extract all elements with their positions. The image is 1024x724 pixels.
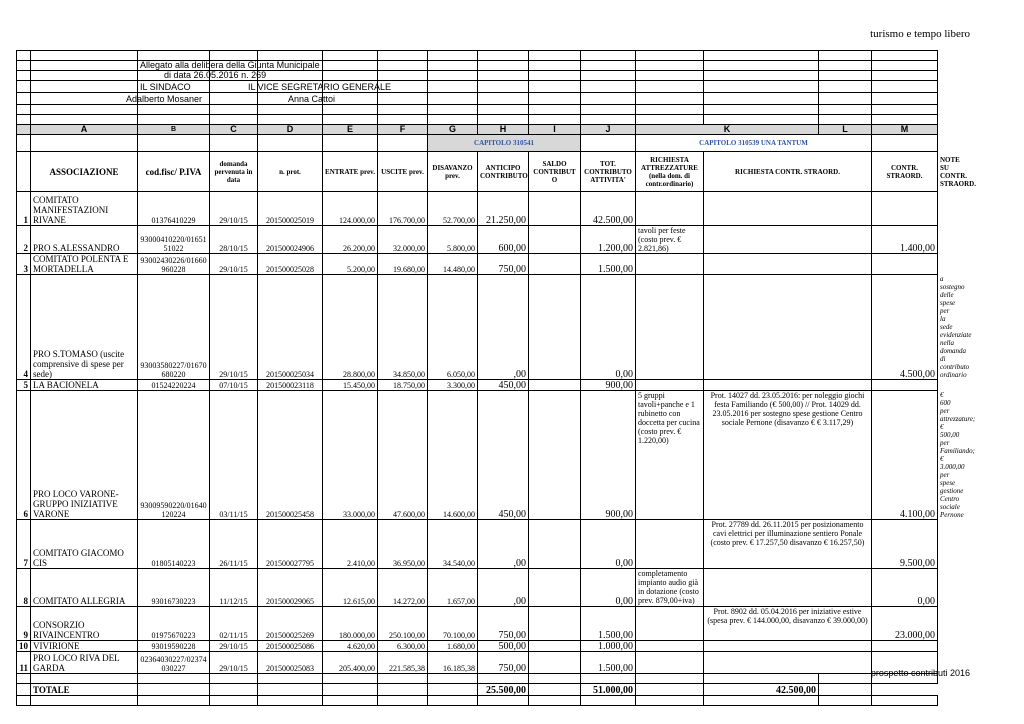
totals-row <box>17 684 938 696</box>
segretario-name: Anna Cattoi <box>288 94 336 104</box>
cell-tot: 1.000,00 <box>581 641 636 652</box>
cell-uscite: 6.300,00 <box>378 641 428 652</box>
col-letter: F <box>378 125 428 135</box>
cell-anticipo: 750,00 <box>478 652 529 674</box>
cell-straord <box>704 192 872 226</box>
table-row <box>17 520 938 569</box>
table-row <box>17 226 938 254</box>
cell-prot: 201500027795 <box>258 520 323 569</box>
cell-data: 11/12/15 <box>210 569 258 607</box>
cell-contr <box>872 254 938 275</box>
cell-tot: 1.200,00 <box>581 226 636 254</box>
cell-contr <box>872 380 938 391</box>
cell-attr <box>636 192 704 226</box>
cell-straord <box>704 380 872 391</box>
col-letter: H <box>478 125 529 135</box>
segretario-label: IL VICE SEGRETARIO GENERALE <box>248 82 392 92</box>
cell-n: 9 <box>17 607 31 641</box>
col-letter: E <box>323 125 378 135</box>
cell-contr: 4.500,00 <box>872 275 938 380</box>
cell-assoc: PRO LOCO VARONE-GRUPPO INIZIATIVE VARONE <box>31 391 138 520</box>
cell-entrate: 2.410,00 <box>323 520 378 569</box>
sindaco-label: IL SINDACO <box>140 82 191 92</box>
table-row <box>17 192 938 226</box>
cell-cf: 93009590220/01640 120224 <box>138 391 210 520</box>
total-tot: 51.000,00 <box>581 684 636 696</box>
cell-assoc: LA BACIONELA <box>31 380 138 391</box>
cell-disavanzo: 14.600,00 <box>428 391 478 520</box>
cell-uscite: 250.100,00 <box>378 607 428 641</box>
cell-assoc: COMITATO MANIFESTAZIONI RIVANE <box>31 192 138 226</box>
cell-anticipo: 500,00 <box>478 641 529 652</box>
cell-prot: 201500023118 <box>258 380 323 391</box>
cell-straord <box>704 641 872 652</box>
col-letter: L <box>819 125 872 135</box>
cell-anticipo: ,00 <box>478 569 529 607</box>
cell-saldo <box>529 380 581 391</box>
cell-anticipo: 750,00 <box>478 607 529 641</box>
table-row <box>17 652 938 674</box>
cell-contr: 1.400,00 <box>872 226 938 254</box>
capitolo-310541: CAPITOLO 310541 <box>428 135 581 152</box>
header-uscite: USCITE prev. <box>378 152 428 192</box>
cell-uscite: 34.850,00 <box>378 275 428 380</box>
cell-entrate: 5.200,00 <box>323 254 378 275</box>
table-row <box>17 254 938 275</box>
cell-disavanzo: 16.185,38 <box>428 652 478 674</box>
cell-cf: 93016730223 <box>138 569 210 607</box>
cell-straord <box>704 569 872 607</box>
cell-saldo <box>529 192 581 226</box>
col-letter: B <box>138 125 210 135</box>
cell-assoc: PRO LOCO RIVA DEL GARDA <box>31 652 138 674</box>
cell-entrate: 205.400,00 <box>323 652 378 674</box>
cell-straord: Prot. 27789 dd. 26.11.2015 per posizionamento cavi elettrici per illuminazione sentiero Ponale (costo prev. € 17.257,50 disavanzo € 16.257,50) <box>704 520 872 569</box>
header-entrate: ENTRATE prev. <box>323 152 378 192</box>
cell-prot: 201500025028 <box>258 254 323 275</box>
cell-tot: 1.500,00 <box>581 652 636 674</box>
table-row: 6 PRO LOCO VARONE-GRUPPO INIZIATIVE VARONE 93009590220/01640 120224 03/11/15 201500025458 33.000,00 47.600,00 14.600,00 450,00 900,00 5 gruppi tavoli+panche e 1 rubinetto con doccetta per cucina (costo prev. € 1.220,00) Prot. 14027 dd. 23.05.2016: per noleggio giochi festa Familiando (€ 500,00) // Prot. 14029 dd. 23.05.2016 per sostegno spese gestione Centro sociale Pernone (disavanzo € € 3.117,29) 4.100,00 € 600 per attrezzature; € 500,00 per Familiando; € 3.000,00 per spese gestione Centro sociale Pernone <box>17 391 938 520</box>
cell-anticipo: 450,00 <box>478 391 529 520</box>
table-row <box>17 569 938 607</box>
cell-cf: 93002430226/01660 960228 <box>138 254 210 275</box>
cell-data: 29/10/15 <box>210 641 258 652</box>
cell-anticipo: ,00 <box>478 275 529 380</box>
col-letter: K <box>636 125 819 135</box>
cell-prot: 201500025034 <box>258 275 323 380</box>
cell-entrate: 33.000,00 <box>323 391 378 520</box>
cell-uscite: 221.585,38 <box>378 652 428 674</box>
cell-attr: completamento impianto audio già in dotazione (costo prev. 879,00+iva) <box>636 569 704 607</box>
cell-tot: 0,00 <box>581 520 636 569</box>
cell-contr: 9.500,00 <box>872 520 938 569</box>
cell-n: 4 <box>17 275 31 380</box>
cell-n: 7 <box>17 520 31 569</box>
intro-line1: Allegato alla delibera della Giunta Municipale <box>140 60 320 70</box>
cell-data: 02/11/15 <box>210 607 258 641</box>
cell-n: 6 <box>17 391 31 520</box>
cell-attr: 5 gruppi tavoli+panche e 1 rubinetto con doccetta per cucina (costo prev. € 1.220,00) <box>636 391 704 520</box>
capitolo-310539: CAPITOLO 310539 UNA TANTUM <box>636 135 872 152</box>
header-attrezzature: RICHIESTA ATTREZZATURE (nella dom. di contr.ordinario) <box>636 152 704 192</box>
cell-disavanzo: 34.540,00 <box>428 520 478 569</box>
cell-attr: tavoli per feste (costo prev. € 2.821,86) <box>636 226 704 254</box>
cell-contr: 4.100,00 <box>872 391 938 520</box>
col-letter: D <box>258 125 323 135</box>
cell-n: 11 <box>17 652 31 674</box>
cell-contr <box>872 192 938 226</box>
cell-attr <box>636 520 704 569</box>
cell-disavanzo: 1.680,00 <box>428 641 478 652</box>
table-row <box>17 380 938 391</box>
cell-attr <box>636 652 704 674</box>
cell-attr <box>636 275 704 380</box>
header-tot: TOT. CONTRIBUTO ATTIVITA' <box>581 152 636 192</box>
header-domanda: domanda pervenuta in data <box>210 152 258 192</box>
cell-prot: 201500029065 <box>258 569 323 607</box>
cell-n: 2 <box>17 226 31 254</box>
cell-anticipo: ,00 <box>478 520 529 569</box>
cell-data: 28/10/15 <box>210 226 258 254</box>
cell-prot: 201500024906 <box>258 226 323 254</box>
cell-attr <box>636 380 704 391</box>
cell-n: 10 <box>17 641 31 652</box>
cell-n: 5 <box>17 380 31 391</box>
intro-line2: di data 26.05.2016 n. 269 <box>164 70 267 80</box>
cell-data: 07/10/15 <box>210 380 258 391</box>
col-letter: I <box>529 125 581 135</box>
cell-disavanzo: 70.100,00 <box>428 607 478 641</box>
total-anticipo: 25.500,00 <box>478 684 529 696</box>
cell-n: 8 <box>17 569 31 607</box>
cell-disavanzo: 52.700,00 <box>428 192 478 226</box>
cell-tot: 0,00 <box>581 275 636 380</box>
cell-straord: Prot. 8902 dd. 05.04.2016 per iniziative estive (spesa prev. € 144.000,00, disavanzo € 39.000,00) <box>704 607 872 641</box>
cell-data: 29/10/15 <box>210 652 258 674</box>
cell-tot: 1.500,00 <box>581 254 636 275</box>
cell-assoc: VIVIRIONE <box>31 641 138 652</box>
cell-assoc: PRO S.TOMASO (uscite comprensive di spese per sede) <box>31 275 138 380</box>
cell-disavanzo: 3.300,00 <box>428 380 478 391</box>
cell-data: 26/11/15 <box>210 520 258 569</box>
cell-cf: 01376410229 <box>138 192 210 226</box>
cell-tot: 0,00 <box>581 569 636 607</box>
cell-uscite: 18.750,00 <box>378 380 428 391</box>
table-row: 4 PRO S.TOMASO (uscite comprensive di spese per sede) 93003580227/01670 680220 29/10/15 201500025034 28.800,00 34.850,00 6.050,00 ,00 0,00 4.500,00 a sostegno delle spese per la sede evidenziate nella domanda di contributo ordinario <box>17 275 938 380</box>
footer-title: prospetto contributi 2016 <box>870 668 970 678</box>
column-letters-row <box>17 125 938 135</box>
col-letter: G <box>428 125 478 135</box>
cell-assoc: COMITATO ALLEGRIA <box>31 569 138 607</box>
cell-data: 29/10/15 <box>210 275 258 380</box>
cell-straord <box>704 226 872 254</box>
cell-cf: 01805140223 <box>138 520 210 569</box>
contributions-table <box>16 50 976 706</box>
cell-assoc: CONSORZIO RIVAINCENTRO <box>31 607 138 641</box>
cell-cf: 01975670223 <box>138 607 210 641</box>
cell-entrate: 12.615,00 <box>323 569 378 607</box>
cell-saldo <box>529 254 581 275</box>
cell-entrate: 26.200,00 <box>323 226 378 254</box>
header-codfisc: cod.fisc/ P.IVA <box>138 152 210 192</box>
totals-label: TOTALE <box>31 684 138 696</box>
cell-saldo <box>529 391 581 520</box>
cell-assoc: PRO S.ALESSANDRO <box>31 226 138 254</box>
cell-attr <box>636 641 704 652</box>
cell-contr: 0,00 <box>872 569 938 607</box>
cell-anticipo: 21.250,00 <box>478 192 529 226</box>
cell-data: 29/10/15 <box>210 254 258 275</box>
cell-tot: 900,00 <box>581 391 636 520</box>
total-contr: 42.500,00 <box>704 684 819 696</box>
cell-disavanzo: 14.480,00 <box>428 254 478 275</box>
cell-disavanzo: 5.800,00 <box>428 226 478 254</box>
cell-prot: 201500025019 <box>258 192 323 226</box>
cell-saldo <box>529 641 581 652</box>
cell-uscite: 36.950,00 <box>378 520 428 569</box>
cell-entrate: 4.620,00 <box>323 641 378 652</box>
header-associazione: ASSOCIAZIONE <box>31 152 138 192</box>
header-straord: RICHIESTA CONTR. STRAORD. <box>704 152 872 192</box>
cell-tot: 1.500,00 <box>581 607 636 641</box>
cell-disavanzo: 1.657,00 <box>428 569 478 607</box>
header-row: ASSOCIAZIONE cod.fisc/ P.IVA domanda pervenuta in data n. prot. ENTRATE prev. USCITE prev. DISAVANZO prev. ANTICIPO CONTRIBUTO SALDO CONTRIBUT O TOT. CONTRIBUTO ATTIVITA' RICHIESTA ATTREZZATURE (nella dom. di contr.ordinario) RICHIESTA CONTR. STRAORD. CONTR. STRAORD. NOTE SU CONTR. STRAORD. <box>17 152 938 192</box>
cell-prot: 201500025086 <box>258 641 323 652</box>
cell-entrate: 15.450,00 <box>323 380 378 391</box>
cell-prot: 201500025269 <box>258 607 323 641</box>
header-disavanzo: DISAVANZO prev. <box>428 152 478 192</box>
cell-cf: 01524220224 <box>138 380 210 391</box>
cell-cf: 93003580227/01670 680220 <box>138 275 210 380</box>
cell-assoc: COMITATO GIACOMO CIS <box>31 520 138 569</box>
cell-straord <box>704 254 872 275</box>
cell-attr <box>636 254 704 275</box>
cell-n: 3 <box>17 254 31 275</box>
cell-attr <box>636 607 704 641</box>
table-row <box>17 641 938 652</box>
cell-assoc: COMITATO POLENTA E MORTADELLA <box>31 254 138 275</box>
col-letter: M <box>872 125 938 135</box>
cell-disavanzo: 6.050,00 <box>428 275 478 380</box>
cell-entrate: 28.800,00 <box>323 275 378 380</box>
cell-contr: 23.000,00 <box>872 607 938 641</box>
cell-tot: 900,00 <box>581 380 636 391</box>
cell-n: 1 <box>17 192 31 226</box>
header-contr-straord: CONTR. STRAORD. <box>872 152 938 192</box>
cell-uscite: 47.600,00 <box>378 391 428 520</box>
cell-straord <box>704 275 872 380</box>
cell-saldo <box>529 607 581 641</box>
cell-straord: Prot. 14027 dd. 23.05.2016: per noleggio giochi festa Familiando (€ 500,00) // Prot. 14029 dd. 23.05.2016 per sostegno spese gestione Centro sociale Pernone (disavanzo € € 3.117,29) <box>704 391 872 520</box>
cell-saldo <box>529 652 581 674</box>
cell-cf: 93000410220/01651 51022 <box>138 226 210 254</box>
cell-saldo <box>529 275 581 380</box>
col-letter: J <box>581 125 636 135</box>
cell-uscite: 14.272,00 <box>378 569 428 607</box>
cell-saldo <box>529 569 581 607</box>
cell-prot: 201500025083 <box>258 652 323 674</box>
col-letter: C <box>210 125 258 135</box>
cell-tot: 42.500,00 <box>581 192 636 226</box>
cell-anticipo: 750,00 <box>478 254 529 275</box>
cell-contr <box>872 641 938 652</box>
cell-data: 03/11/15 <box>210 391 258 520</box>
cell-anticipo: 600,00 <box>478 226 529 254</box>
header-anticipo: ANTICIPO CONTRIBUTO <box>478 152 529 192</box>
cell-uscite: 32.000,00 <box>378 226 428 254</box>
cell-cf: 02364030227/02374 030227 <box>138 652 210 674</box>
header-prot: n. prot. <box>258 152 323 192</box>
cell-data: 29/10/15 <box>210 192 258 226</box>
header-section-title: turismo e tempo libero <box>870 28 970 40</box>
header-saldo: SALDO CONTRIBUT O <box>529 152 581 192</box>
cell-saldo <box>529 226 581 254</box>
cell-saldo <box>529 520 581 569</box>
col-letter: A <box>31 125 138 135</box>
cell-entrate: 180.000,00 <box>323 607 378 641</box>
cell-cf: 93019590228 <box>138 641 210 652</box>
cell-uscite: 176.700,00 <box>378 192 428 226</box>
cell-entrate: 124.000,00 <box>323 192 378 226</box>
table-row <box>17 607 938 641</box>
cell-prot: 201500025458 <box>258 391 323 520</box>
cell-uscite: 19.680,00 <box>378 254 428 275</box>
cell-anticipo: 450,00 <box>478 380 529 391</box>
sindaco-name: Adalberto Mosaner <box>126 94 203 104</box>
